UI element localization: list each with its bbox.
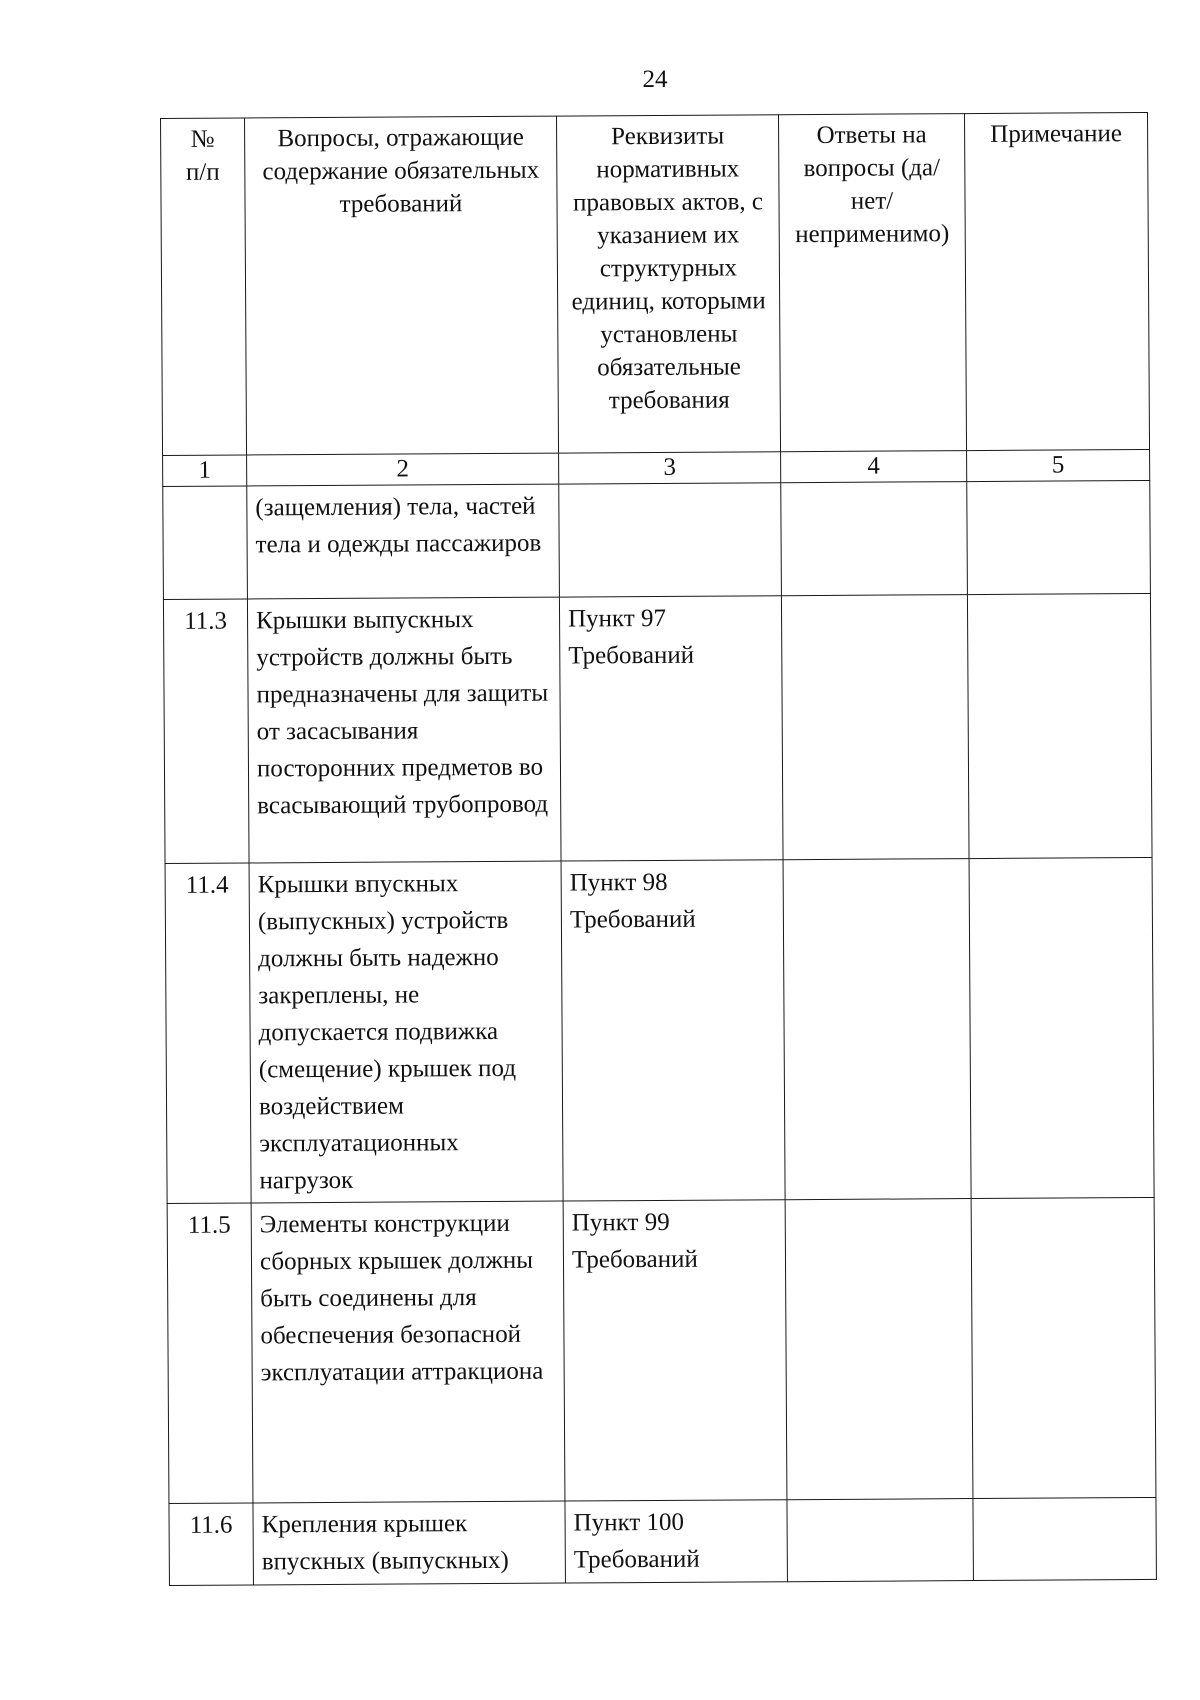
column-number: 1	[163, 455, 247, 487]
column-number: 3	[559, 452, 781, 484]
row-question: Крышки выпускных устройств должны быть предназначены для защиты от засасывания посторонних предметов во всасывающий трубопровод	[247, 597, 561, 863]
row-note	[969, 857, 1154, 1198]
table-row	[165, 857, 1154, 1203]
row-answer	[787, 1499, 973, 1582]
row-number: 11.3	[163, 599, 249, 864]
row-reference: Пункт 97 Требований	[559, 596, 783, 861]
row-question: Крепления крышек впускных (выпускных)	[253, 1501, 565, 1585]
header-number: № п/п	[161, 118, 247, 456]
row-reference: Пункт 99 Требований	[563, 1200, 787, 1501]
row-number: 11.4	[165, 863, 251, 1204]
table-row	[163, 593, 1152, 863]
table-row	[163, 480, 1151, 599]
column-number: 4	[781, 451, 967, 483]
row-answer	[781, 595, 969, 860]
row-question: Крышки впускных (выпускных) устройств должны быть надежно закреплены, не допускается подвижка (смещение) крышек под воздействием эксплуатационных нагрузок	[249, 861, 563, 1203]
row-question: (защемления) тела, частей тела и одежды пассажиров	[247, 484, 560, 599]
column-number: 5	[967, 449, 1150, 481]
row-number: 11.6	[169, 1503, 253, 1586]
row-note	[967, 480, 1151, 594]
header-reference: Реквизиты нормативных правовых актов, с указанием их структурных единиц, которыми установлены обязательные требования	[556, 115, 780, 453]
table-row	[167, 1197, 1156, 1503]
requirements-table	[160, 112, 1157, 1586]
header-note: Примечание	[964, 112, 1149, 450]
row-question: Элементы конструкции сборных крышек должны быть соединены для обеспечения безопасной эксплуатации аттракциона	[251, 1201, 565, 1503]
row-answer	[785, 1199, 973, 1500]
row-answer	[781, 482, 968, 596]
page-number: 24	[642, 66, 668, 93]
table-row	[169, 1497, 1156, 1585]
row-note	[973, 1497, 1156, 1580]
row-reference: Пункт 100 Требований	[565, 1500, 787, 1583]
row-reference: Пункт 98 Требований	[561, 860, 785, 1201]
row-note	[971, 1197, 1156, 1498]
row-note	[967, 593, 1152, 858]
column-number: 2	[247, 453, 559, 486]
row-number	[163, 486, 248, 600]
header-row	[161, 112, 1150, 455]
row-reference	[559, 483, 782, 597]
header-answer: Ответы на вопросы (да/нет/ неприменимо)	[778, 114, 966, 452]
row-answer	[783, 859, 971, 1200]
row-number: 11.5	[167, 1203, 253, 1504]
header-question: Вопросы, отражающие содержание обязательных требований	[245, 116, 559, 455]
